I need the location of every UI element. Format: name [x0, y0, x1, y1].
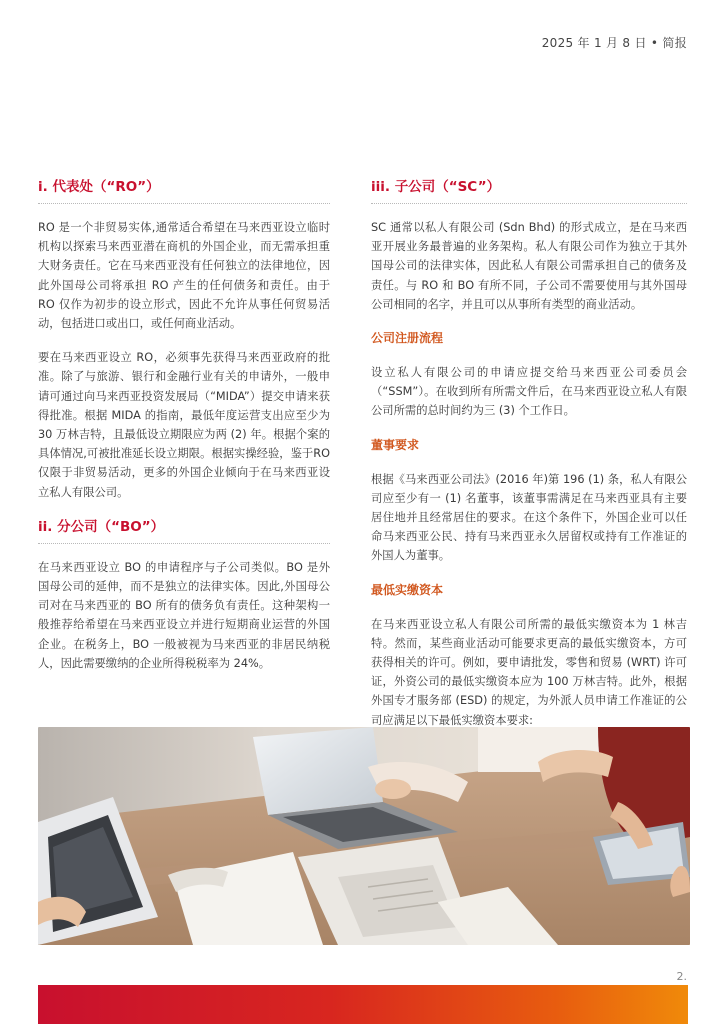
page-number: 2.: [676, 970, 687, 983]
director-requirements-paragraph: 根据《马来西亚公司法》(2016 年)第 196 (1) 条，私人有限公司应至少有一 (1) 名董事，该董事需满足在马来西亚具有主要居住地并且经常居住的要求。在这个条件下，外国企业可以任命马来西亚公民、持有马来西亚永久居留权或持有工作准证的外国人为董事。: [371, 472, 687, 563]
section-sc-heading: iii. 子公司（“SC”）: [371, 177, 687, 204]
section-bo-paragraph: 在马来西亚设立 BO 的申请程序与子公司类似。BO 是外国母公司的延伸，而不是独立的法律实体。因此,外国母公司对在马来西亚的 BO 所有的债务负有责任。这种架构一般推荐给希望在马来西亚设立并进行短期商业运营的外国企业。在税务上，BO 一般被视为马来西亚的非居民纳税人，因此需要缴纳的企业所得税税率为 24%。: [38, 560, 330, 670]
minimum-paid-up-capital-heading: 最低实缴资本: [371, 582, 444, 597]
section-bo-heading: ii. 分公司（“BO”）: [38, 517, 330, 544]
director-requirements-heading: 董事要求: [371, 437, 420, 452]
section-ro-paragraph-1: RO 是一个非贸易实体,通常适合希望在马来西亚设立临时机构以探索马来西亚潜在商机的外国企业，而无需承担重大财务责任。它在马来西亚没有任何独立的法律地位，因此外国母公司将承担 RO 产生的任何债务和责任。由于 RO 仅作为初步的设立形式，因此不允许从事任何贸易活动，包括进口或出口，或任何商业活动。: [38, 221, 330, 331]
header-date-label: 2025 年 1 月 8 日 • 简报: [541, 36, 687, 50]
section-ro-heading: i. 代表处（“RO”）: [38, 177, 330, 204]
right-column: [371, 177, 687, 745]
section-ro-paragraph-2: 要在马来西亚设立 RO，必须事先获得马来西亚政府的批准。除了与旅游、银行和金融行业有关的申请外，一般申请可通过向马来西亚投资发展局（“MIDA”）提交申请来获得批准。根据 MIDA 的指南，最低年度运营支出应至少为 30 万林吉特，且最低设立期限应为两 (2) 年。根据个案的具体情况,可被批准延长设立期限。根据实操经验，鉴于RO 仅限于非贸易活动，更多的外国企业倾向于在马来西亚设立私人有限公司。: [38, 351, 330, 499]
office-meeting-photo: [38, 727, 690, 945]
registration-process-paragraph: 设立私人有限公司的申请应提交给马来西亚公司委员会（“SSM”）。在收到所有所需文件后，在马来西亚设立私人有限公司所需的总时间约为三 (3) 个工作日。: [371, 366, 687, 418]
registration-process-heading: 公司注册流程: [371, 331, 444, 346]
minimum-paid-up-capital-paragraph: 在马来西亚设立私人有限公司所需的最低实缴资本为 1 林吉特。然而，某些商业活动可能要求更高的最低实缴资本，方可获得相关的许可。例如，要申请批发，零售和贸易 (WRT) 许可证，外资公司的最低实缴资本应为 100 万林吉特。此外，根据外国专才服务部 (ESD) 的规定，为外派人员申请工作准证的公司应满足以下最低实缴资本要求:: [371, 617, 687, 727]
footer-gradient-bar: [38, 985, 688, 1024]
left-column: [38, 177, 330, 688]
section-sc-paragraph: SC 通常以私人有限公司 (Sdn Bhd) 的形式成立，是在马来西亚开展业务最普遍的业务架构。私人有限公司作为独立于其外国母公司的法律实体，因此私人有限公司需承担自己的债务及责任。与 RO 和 BO 有所不同，子公司不需要使用与其外国母公司相同的名字，并且可以从事所有类型的商业活动。: [371, 221, 687, 311]
